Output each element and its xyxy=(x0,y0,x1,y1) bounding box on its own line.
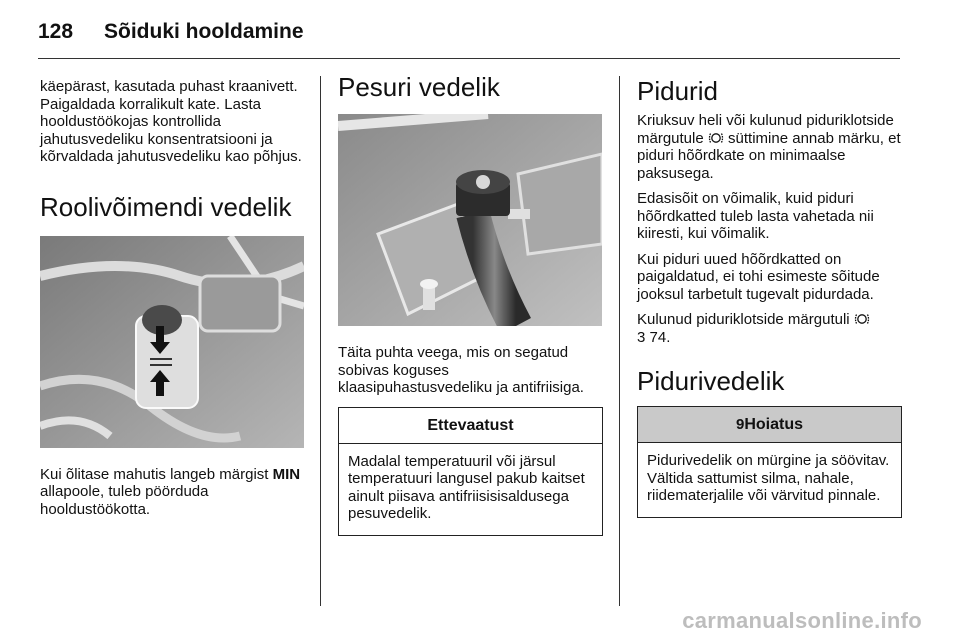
caution-text: Madalal temperatuuril või järsul temperatuuri langusel pakub kaitset ainult piisava antifriisisisaldusega pesuvedelik. xyxy=(348,452,585,522)
caution-box-body xyxy=(339,444,602,535)
warning-box-body xyxy=(638,443,901,517)
warning-text: Pidurivedelik on mürgine ja söövitav. Vältida sattumist silma, nahale, riidematerjalile või värvitud pinnale. xyxy=(647,452,890,504)
power-steering-heading: Roolivõimendi vedelik xyxy=(40,191,292,222)
power-steering-reservoir-photo xyxy=(40,236,304,448)
header-rule xyxy=(38,58,900,59)
page-number: 128 xyxy=(38,20,74,43)
warning-title-text: Hoiatus xyxy=(744,416,803,433)
column-divider-2 xyxy=(619,76,620,606)
min-mark-label: MIN xyxy=(272,465,301,483)
brakes-p4-start: Kulunud piduriklotside märgutuli xyxy=(637,311,850,328)
column-2 xyxy=(338,72,603,536)
page-reference-link[interactable]: 74. xyxy=(649,328,671,346)
warning-box xyxy=(637,406,902,518)
brakes-paragraph-2: Edasisõit on võimalik, kuid piduri hõõrdkatted tuleb lasta vahetada nii kiiresti, kui võimalik. xyxy=(637,190,874,242)
brakes-p1-end: süttimine annab märku, et piduri hõõrdkate on minimaalse paksusega. xyxy=(637,129,901,182)
brakes-paragraph-3: Kui piduri uued hõõrdkatted on paigaldatud, ei tohi esimeste sõitude jooksul tarbetult tugevalt pidurdada. xyxy=(637,250,880,303)
brakes-paragraph-4 xyxy=(637,311,902,346)
page-section-title: Sõiduki hooldamine xyxy=(104,20,304,43)
page-reference-symbol: 3 xyxy=(637,328,646,346)
caution-box-title: Ettevaatust xyxy=(339,408,602,444)
warning-icon: 9 xyxy=(735,416,745,433)
brake-fluid-heading: Pidurivedelik xyxy=(637,366,785,396)
coolant-intro-text: käepärast, kasutada puhast kraanivett. Paigaldada korralikult kate. Lasta hooldustöökojas kontrollida jahutusvedeliku konsentratsiooni ja kõrvaldada jahutusvedeliku kao põhjus. xyxy=(40,78,302,165)
caption-end-text: allapoole, tuleb pöörduda hooldustöökotta. xyxy=(40,483,209,518)
power-steering-caption xyxy=(40,466,306,519)
column-3 xyxy=(637,72,902,518)
brake-pad-warning-icon-2 xyxy=(854,312,870,326)
brakes-paragraph-1 xyxy=(637,112,902,182)
brakes-heading: Pidurid xyxy=(637,76,718,106)
brake-pad-warning-icon xyxy=(708,131,724,145)
caution-box xyxy=(338,407,603,536)
washer-fluid-heading: Pesuri vedelik xyxy=(338,72,500,102)
washer-fluid-text: Täita puhta veega, mis on segatud sobivas koguses klaasipuhastusvedeliku ja antifriisiga. xyxy=(338,344,584,396)
caption-start-text: Kui õlitase mahutis langeb märgist xyxy=(40,465,269,483)
washer-reservoir-photo xyxy=(338,114,602,326)
watermark: carmanualsonline.info xyxy=(682,608,922,633)
column-1 xyxy=(40,78,306,526)
brakes-p1-start: Kriuksuv heli või kulunud piduriklotside märgutule xyxy=(637,112,894,147)
warning-box-title xyxy=(638,407,901,443)
column-divider-1 xyxy=(320,76,321,606)
